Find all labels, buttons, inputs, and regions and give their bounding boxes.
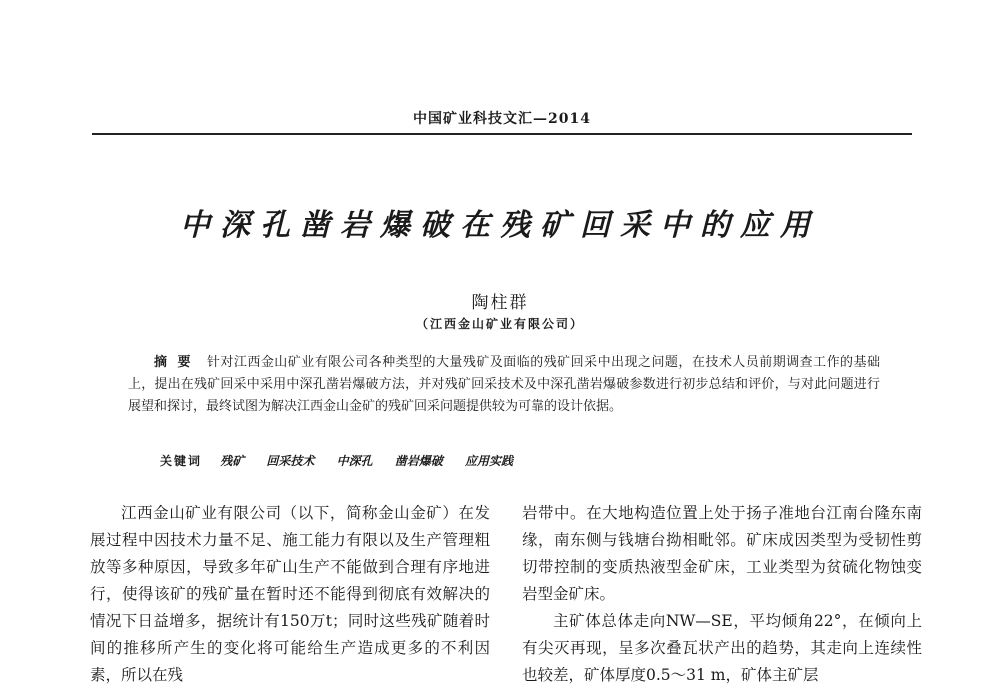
header-rule xyxy=(92,133,912,135)
paper-title: 中深孔凿岩爆破在残矿回采中的应用 xyxy=(180,208,820,243)
abstract-label: 摘要 xyxy=(154,355,201,370)
body-paragraph: 岩带中。在大地构造位置上处于扬子准地台江南台隆东南缘，南东侧与钱塘台拗相毗邻。矿床成因类型为受韧性剪切带控制的变质热液型金矿床，工业类型为贫硫化物蚀变岩型金矿床。 xyxy=(522,504,922,603)
keyword-item: 中深孔 xyxy=(336,454,373,468)
body-paragraph: 江西金山矿业有限公司（以下，简称金山金矿）在发展过程中因技术力量不足、施工能力有限以及生产管理粗放等多种原因，导致多年矿山生产不能做到合理有序地进行，使得该矿的残矿量在暂时还不能得到彻底有效解决的情况下日益增多，据统计有150万t；同时这些残矿随着时间的推移所产生的变化将可能给生产造成更多的不利因素，所以在残 xyxy=(90,504,490,684)
body-column-right xyxy=(522,500,922,689)
author-affiliation: （江西金山矿业有限公司） xyxy=(415,317,584,331)
author-name: 陶柱群 xyxy=(471,293,529,313)
keyword-item: 应用实践 xyxy=(465,454,514,468)
keyword-item: 残矿 xyxy=(220,454,245,468)
keywords xyxy=(160,452,860,469)
abstract-text: 针对江西金山矿业有限公司各种类型的大量残矿及面临的残矿回采中出现之问题，在技术人员前期调查工作的基础上，提出在残矿回采中采用中深孔凿岩爆破方法，并对残矿回采技术及中深孔凿岩爆破参数进行初步总结和评价，与对此问题进行展望和探讨，最终试图为解决江西金山金矿的残矿回采问题提供较为可靠的设计依据。 xyxy=(128,355,880,414)
body-paragraph: 主矿体总体走向NW—SE，平均倾角22°，在倾向上有尖灭再现，呈多次叠瓦状产出的趋势，其走向上连续性也较差，矿体厚度0.5～31 m，矿体主矿层 xyxy=(522,612,922,684)
keyword-item: 回采技术 xyxy=(266,454,315,468)
keywords-label: 关键词 xyxy=(160,454,203,468)
body-column-left xyxy=(90,500,490,689)
keyword-item: 凿岩爆破 xyxy=(394,454,443,468)
abstract xyxy=(128,352,880,418)
journal-header: 中国矿业科技文汇—2014 xyxy=(413,111,591,127)
